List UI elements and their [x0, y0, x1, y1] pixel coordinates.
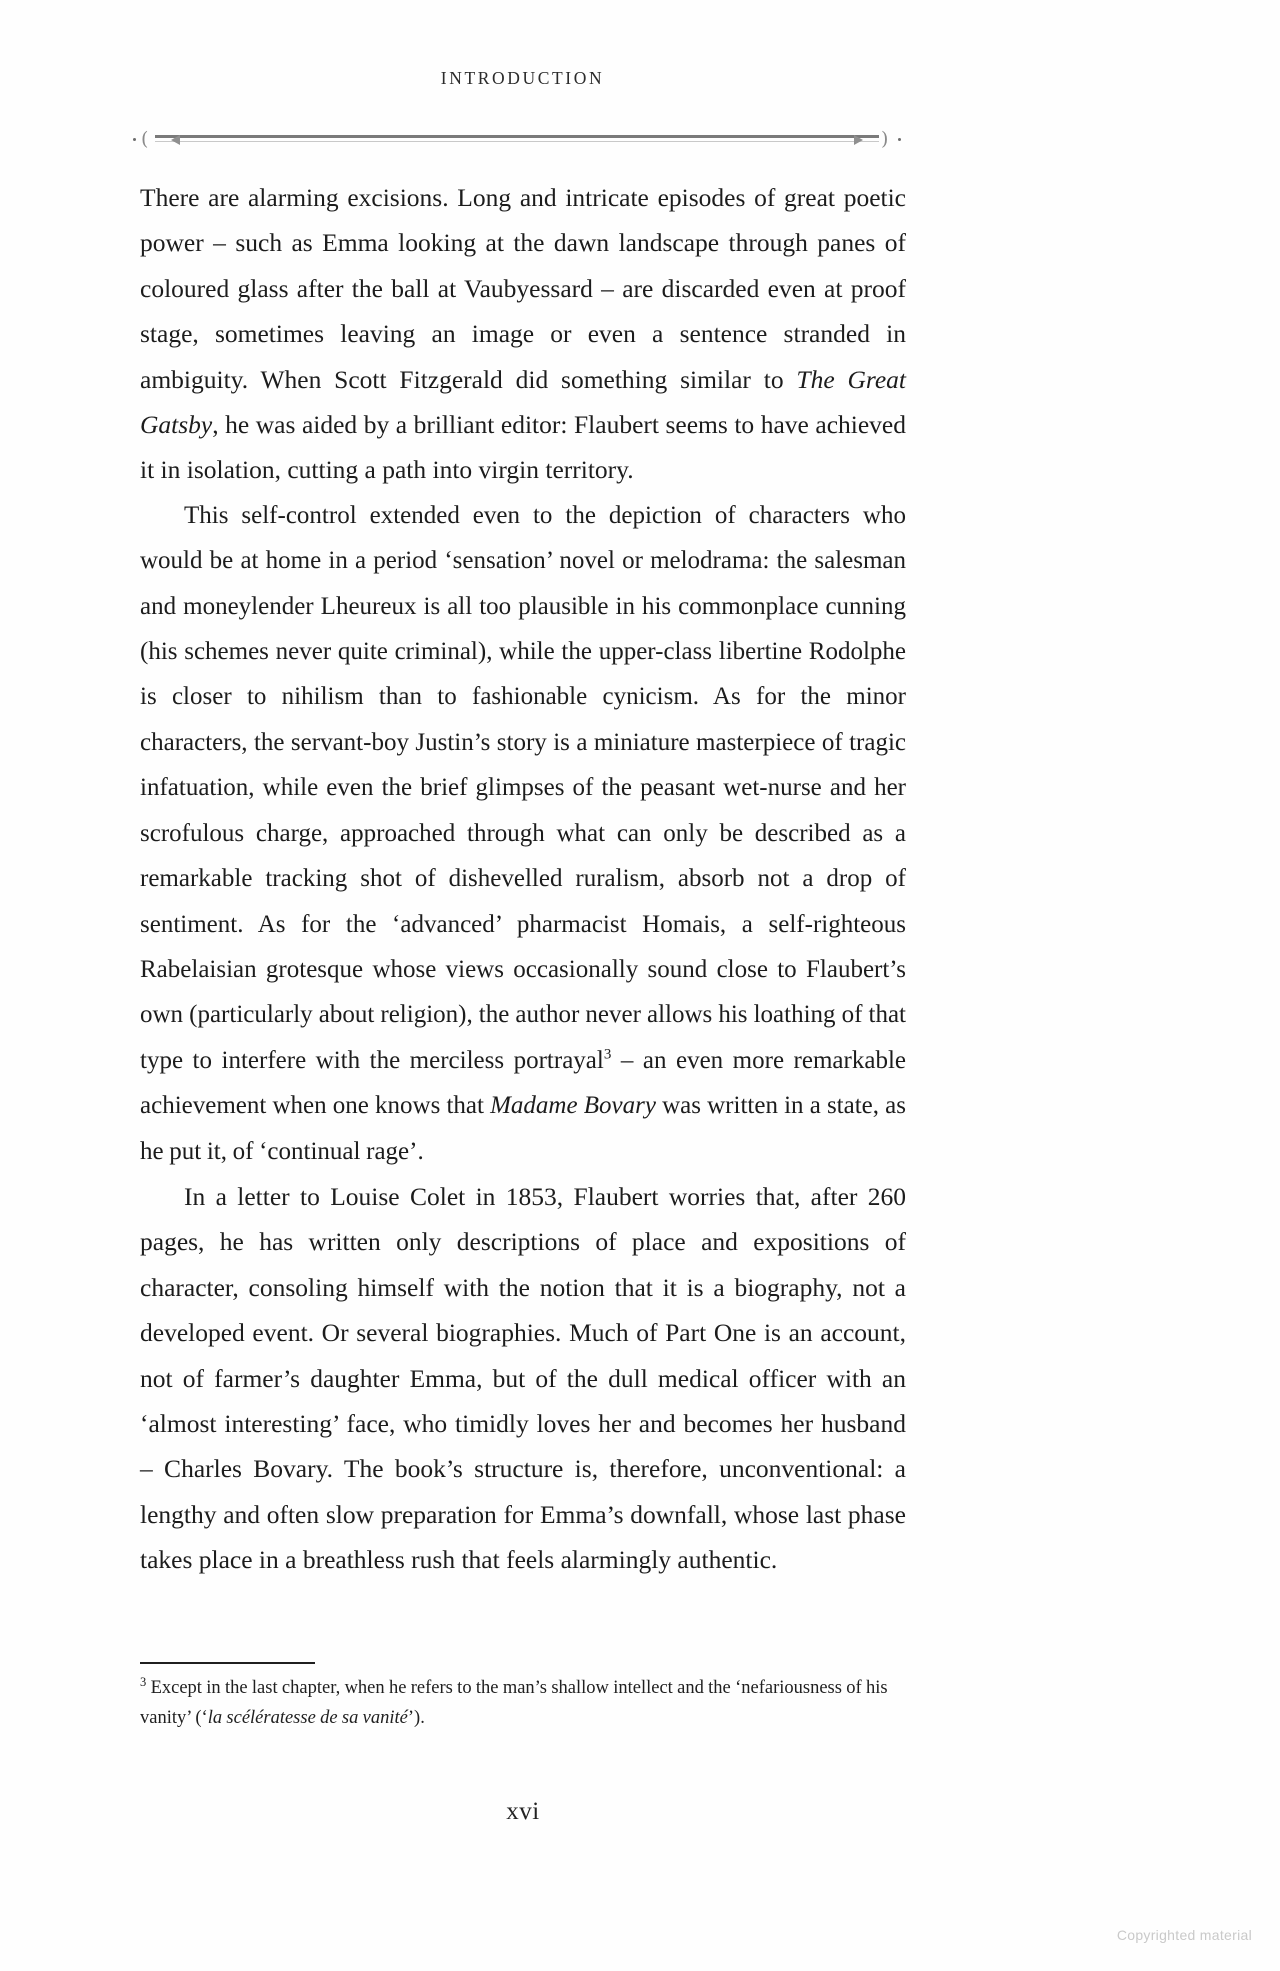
- footnote-text: [140, 1673, 906, 1733]
- ornament-left-bracket-icon: (: [141, 128, 149, 150]
- ornamental-rule: [133, 128, 901, 152]
- text-run: – an even more remarkable achievement when one knows that: [140, 1046, 906, 1120]
- text-run: There are alarming excisions. Long and intricate episodes of great poetic power – such as Emma looking at the dawn landscape through panes of coloured glass after the ball at Vaubyessard – are discarded even at proof stage, sometimes leaving an image or even a sentence stranded in ambiguity. When Scott Fitzgerald did something similar to: [140, 183, 906, 394]
- footnote-block: [140, 1662, 906, 1733]
- copyright-watermark: Copyrighted material: [1116, 1927, 1252, 1943]
- italic-title: The Great Gatsby: [140, 364, 907, 440]
- text-run: Except in the last chapter, when he refers to the man’s shallow intellect and the ‘nefariousness of his vanity’ (‘: [140, 1678, 888, 1729]
- ornament-right-bracket-icon: ): [881, 128, 889, 150]
- ornament-rule-lower: [155, 141, 879, 142]
- body-text-column: [140, 175, 906, 1583]
- ornament-arrow-right-icon: [854, 135, 863, 145]
- running-header: INTRODUCTION: [440, 68, 605, 88]
- italic-title: la scélératesse de sa vanité: [207, 1708, 408, 1729]
- footnote-reference-marker[interactable]: 3: [603, 1046, 612, 1063]
- paragraph: [140, 175, 906, 493]
- ornament-dot-right-icon: [898, 138, 901, 141]
- ornament-rule-upper: [155, 135, 879, 138]
- footnote-separator-rule: [140, 1662, 315, 1664]
- ornament-rule-lines: [155, 135, 879, 144]
- text-run: This self-control extended even to the depiction of characters who would be at home in a period ‘sensation’ novel or melodrama: the salesman and moneylender Lheureux is all too plausible in his commonplace cunning (his schemes never quite criminal), while the upper-class libertine Rodolphe is closer to nihilism than to fashionable cynicism. As for the minor characters, the servant-boy Justin’s story is a miniature masterpiece of tragic infatuation, while even the brief glimpses of the peasant wet-nurse and her scrofulous charge, approached through what can only be described as a remarkable tracking shot of dishevelled ruralism, absorb not a drop of sentiment. As for the ‘advanced’ pharmacist Homais, a self-righteous Rabelaisian grotesque whose views occasionally sound close to Flaubert’s own (particularly about religion), the author never allows his loathing of that type to interfere with the merciless portrayal: [140, 501, 906, 1074]
- text-run: In a letter to Louise Colet in 1853, Flaubert worries that, after 260 pages, he has written only descriptions of place and expositions of character, consoling himself with the notion that it is a biography, not a developed event. Or several biographies. Much of Part One is an account, not of farmer’s daughter Emma, but of the dull medical officer with an ‘almost interesting’ face, who timidly loves her and becomes her husband – Charles Bovary. The book’s structure is, therefore, unconventional: a lengthy and often slow preparation for Emma’s downfall, whose last phase takes place in a breathless rush that feels alarmingly authentic.: [140, 1181, 906, 1575]
- paragraph: [140, 493, 906, 1174]
- ornament-dot-left-icon: [133, 138, 136, 141]
- footnote-number: 3: [140, 1675, 147, 1690]
- footnote-body: [140, 1678, 888, 1728]
- text-run: , he was aided by a brilliant editor: Flaubert seems to have achieved it in isolation, cutting a path into virgin territory.: [140, 410, 906, 485]
- italic-title: Madame Bovary: [490, 1092, 656, 1120]
- paragraph: [140, 1174, 906, 1583]
- ornament-arrow-left-icon: [171, 135, 180, 145]
- text-run: was written in a state, as he put it, of ‘continual rage’.: [140, 1092, 906, 1165]
- page-number: xvi: [506, 1798, 540, 1825]
- text-run: ’).: [407, 1708, 425, 1729]
